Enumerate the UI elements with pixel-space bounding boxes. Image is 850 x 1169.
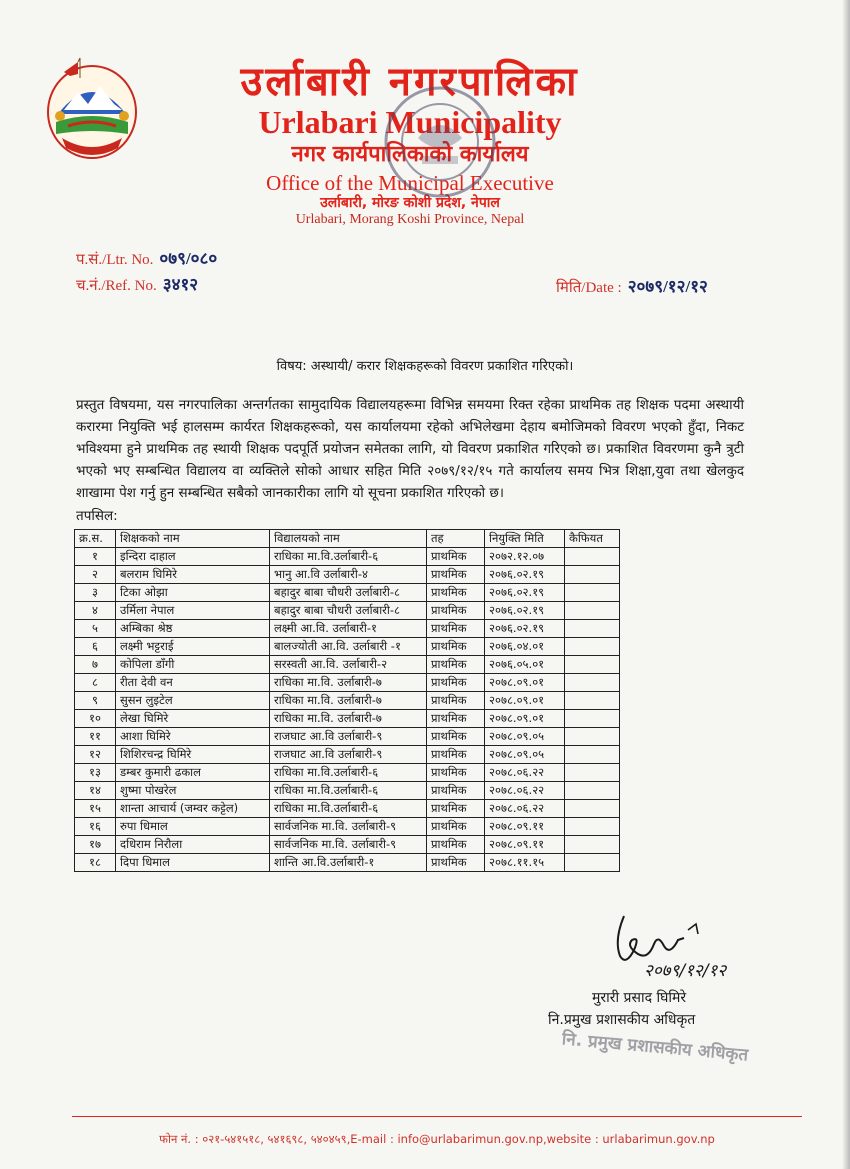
cell-serial: १४ xyxy=(75,782,116,800)
cell-level: प्राथमिक xyxy=(427,620,485,638)
table-row xyxy=(75,674,620,692)
cell-level: प्राथमिक xyxy=(427,764,485,782)
address-nepali: उर्लाबारी, मोरङ कोशी प्रदेश, नेपाल xyxy=(320,195,500,211)
cell-remarks xyxy=(565,620,620,638)
reference-number-label: च.नं./Ref. No. xyxy=(76,278,157,294)
letter-body: प्रस्तुत विषयमा, यस नगरपालिका अन्तर्गतका सामुदायिक विद्यालयहरूमा विभिन्न समयमा रिक्त रहेका प्राथमिक तह शिक्षक पदमा अस्थायी करारमा नियुक्ति भई हालसम्म कार्यरत शिक्षकहरूको, यस कार्यालयमा रहेको अभिलेखमा देहाय बमोजिमको विवरण भएको हुँदा, निकट भविश्यमा हुने प्राथमिक तह स्थायी शिक्षक पदपूर्ति प्रयोजन समेतका लागि, यो विवरण प्रकाशित गरिएको छ। प्रकाशित विवरणमा कुनै त्रुटी भएको भए सम्बन्धित विद्यालय वा व्यक्तिले सोको आधार सहित मिति २०७९/१२/१५ गते कार्यालय समय भित्र शिक्षा,युवा तथा खेलकुद शाखामा पेश गर्नु हुन सम्बन्धित सबैको जानकारीका लागि यो सूचना प्रकाशित गरिएको छ। xyxy=(76,397,744,501)
cell-remarks xyxy=(565,818,620,836)
cell-school-name: राजघाट आ.वि उर्लाबारी-९ xyxy=(270,728,427,746)
cell-school-name: राधिका मा.वि. उर्लाबारी-७ xyxy=(270,710,427,728)
cell-school-name: राधिका मा.वि. उर्लाबारी-७ xyxy=(270,674,427,692)
letter-number-value: ०७९/०८० xyxy=(159,249,218,268)
cell-remarks xyxy=(565,656,620,674)
cell-level: प्राथमिक xyxy=(427,854,485,872)
cell-level: प्राथमिक xyxy=(427,728,485,746)
cell-teacher-name: टिका ओझा xyxy=(116,584,270,602)
cell-remarks xyxy=(565,764,620,782)
table-row xyxy=(75,746,620,764)
page-edge-shadow xyxy=(842,0,850,1169)
table-row xyxy=(75,818,620,836)
cell-level: प्राथमिक xyxy=(427,584,485,602)
cell-appointment-date: २०७८.०९.११ xyxy=(485,818,565,836)
cell-serial: ५ xyxy=(75,620,116,638)
handwritten-signature xyxy=(604,910,754,988)
table-row xyxy=(75,692,620,710)
cell-appointment-date: २०७६.०२.१९ xyxy=(485,584,565,602)
cell-school-name: सरस्वती आ.वि. उर्लाबारी-२ xyxy=(270,656,427,674)
cell-school-name: राधिका मा.वि.उर्लाबारी-६ xyxy=(270,764,427,782)
cell-level: प्राथमिक xyxy=(427,638,485,656)
cell-school-name: राधिका मा.वि.उर्लाबारी-६ xyxy=(270,782,427,800)
details-label: तपसिल: xyxy=(76,508,118,524)
cell-level: प्राथमिक xyxy=(427,782,485,800)
cell-level: प्राथमिक xyxy=(427,674,485,692)
cell-appointment-date: २०७६.०२.१९ xyxy=(485,602,565,620)
cell-remarks xyxy=(565,638,620,656)
cell-appointment-date: २०७६.०२.१९ xyxy=(485,566,565,584)
cell-serial: ६ xyxy=(75,638,116,656)
municipality-title-english: Urlabari Municipality xyxy=(258,104,562,140)
office-seal-stamp-icon xyxy=(380,82,500,202)
cell-school-name: भानु आ.वि उर्लाबारी-४ xyxy=(270,566,427,584)
cell-teacher-name: उर्मिला नेपाल xyxy=(116,602,270,620)
cell-remarks xyxy=(565,728,620,746)
cell-level: प्राथमिक xyxy=(427,566,485,584)
table-row xyxy=(75,638,620,656)
cell-serial: ११ xyxy=(75,728,116,746)
municipality-title-nepali: उर्लाबारी नगरपालिका xyxy=(240,59,580,105)
col-teacher-name-header: शिक्षकको नाम xyxy=(116,530,270,548)
cell-level: प्राथमिक xyxy=(427,548,485,566)
cell-teacher-name: शान्ता आचार्य (जम्वर कट्टेल) xyxy=(116,800,270,818)
cell-school-name: राधिका मा.वि. उर्लाबारी-७ xyxy=(270,692,427,710)
cell-serial: १८ xyxy=(75,854,116,872)
cell-school-name: शान्ति आ.वि.उर्लाबारी-१ xyxy=(270,854,427,872)
teachers-table xyxy=(74,529,620,872)
designation-stamp-text: नि. प्रमुख प्रशासकीय अधिकृत xyxy=(561,1029,749,1066)
letter-subject: विषय: अस्थायी/ करार शिक्षकहरूको विवरण प्रकाशित गरिएको। xyxy=(276,359,574,374)
table-row xyxy=(75,836,620,854)
cell-appointment-date: २०७८.०६.२२ xyxy=(485,764,565,782)
cell-remarks xyxy=(565,602,620,620)
table-row xyxy=(75,620,620,638)
cell-remarks xyxy=(565,800,620,818)
letter-date xyxy=(556,274,708,297)
cell-level: प्राथमिक xyxy=(427,818,485,836)
cell-appointment-date: २०७८.०९.०५ xyxy=(485,728,565,746)
cell-remarks xyxy=(565,782,620,800)
col-school-name-header: विद्यालयको नाम xyxy=(270,530,427,548)
cell-teacher-name: आशा घिमिरे xyxy=(116,728,270,746)
table-row xyxy=(75,800,620,818)
cell-school-name: राजघाट आ.वि उर्लाबारी-९ xyxy=(270,746,427,764)
cell-remarks xyxy=(565,674,620,692)
table-row xyxy=(75,584,620,602)
nepal-emblem-icon xyxy=(44,52,140,164)
cell-level: प्राथमिक xyxy=(427,710,485,728)
footer-contact: फोन नं. : ०२१-५४१५१८, ५४१६९८, ५४०४५९,E-mail : info@urlabarimun.gov.np,website : urlabarimun.gov.np xyxy=(159,1132,715,1146)
cell-remarks xyxy=(565,692,620,710)
cell-serial: १० xyxy=(75,710,116,728)
date-value: २०७९/१२/१२ xyxy=(627,277,708,296)
footer-divider xyxy=(72,1116,802,1117)
table-row xyxy=(75,728,620,746)
cell-teacher-name: सुसन लुइटेल xyxy=(116,692,270,710)
cell-serial: १२ xyxy=(75,746,116,764)
cell-serial: ७ xyxy=(75,656,116,674)
cell-school-name: राधिका मा.वि.उर्लाबारी-६ xyxy=(270,800,427,818)
table-row xyxy=(75,710,620,728)
cell-appointment-date: २०७८.०९.११ xyxy=(485,836,565,854)
cell-serial: १७ xyxy=(75,836,116,854)
cell-remarks xyxy=(565,710,620,728)
col-appointment-date-header: नियुक्ति मिति xyxy=(485,530,565,548)
cell-teacher-name: लेखा घिमिरे xyxy=(116,710,270,728)
cell-appointment-date: २०७६.०५.०१ xyxy=(485,656,565,674)
cell-teacher-name: कोपिला डाँगी xyxy=(116,656,270,674)
cell-serial: १६ xyxy=(75,818,116,836)
cell-appointment-date: २०७८.११.१५ xyxy=(485,854,565,872)
cell-serial: ९ xyxy=(75,692,116,710)
cell-remarks xyxy=(565,854,620,872)
col-level-header: तह xyxy=(427,530,485,548)
letter-number xyxy=(76,246,217,269)
cell-teacher-name: रीता देवी वन xyxy=(116,674,270,692)
table-row xyxy=(75,566,620,584)
table-row xyxy=(75,602,620,620)
table-header-row xyxy=(75,530,620,548)
cell-school-name: बालज्योती आ.वि. उर्लाबारी -१ xyxy=(270,638,427,656)
table-row xyxy=(75,548,620,566)
cell-serial: ३ xyxy=(75,584,116,602)
cell-teacher-name: शुष्मा पोखरेल xyxy=(116,782,270,800)
office-title-english: Office of the Municipal Executive xyxy=(266,171,554,195)
cell-teacher-name: इन्दिरा दाहाल xyxy=(116,548,270,566)
table-row xyxy=(75,782,620,800)
office-title-nepali: नगर कार्यपालिकाको कार्यालय xyxy=(291,142,529,167)
cell-teacher-name: दिपा धिमाल xyxy=(116,854,270,872)
reference-number-value: ३४१२ xyxy=(162,275,199,294)
cell-level: प्राथमिक xyxy=(427,692,485,710)
address-english: Urlabari, Morang Koshi Province, Nepal xyxy=(295,212,525,227)
cell-school-name: बहादुर बाबा चौधरी उर्लाबारी-८ xyxy=(270,602,427,620)
cell-teacher-name: शिशिरचन्द्र घिमिरे xyxy=(116,746,270,764)
cell-appointment-date: २०७८.०९.०१ xyxy=(485,674,565,692)
cell-remarks xyxy=(565,836,620,854)
cell-remarks xyxy=(565,548,620,566)
cell-serial: १३ xyxy=(75,764,116,782)
cell-appointment-date: २०७६.०४.०१ xyxy=(485,638,565,656)
cell-level: प्राथमिक xyxy=(427,746,485,764)
cell-teacher-name: अम्बिका श्रेष्ठ xyxy=(116,620,270,638)
cell-appointment-date: २०७२.१२.०७ xyxy=(485,548,565,566)
signer-designation: नि.प्रमुख प्रशासकीय अधिकृत xyxy=(548,1012,696,1028)
cell-teacher-name: दधिराम निरौला xyxy=(116,836,270,854)
cell-school-name: सार्वजनिक मा.वि. उर्लाबारी-९ xyxy=(270,818,427,836)
cell-teacher-name: लक्ष्मी भट्टराई xyxy=(116,638,270,656)
col-remarks-header: कैफियत xyxy=(565,530,620,548)
cell-serial: १ xyxy=(75,548,116,566)
cell-teacher-name: बलराम घिमिरे xyxy=(116,566,270,584)
cell-level: प्राथमिक xyxy=(427,836,485,854)
reference-number xyxy=(76,272,198,295)
table-row xyxy=(75,656,620,674)
table-row xyxy=(75,854,620,872)
cell-serial: २ xyxy=(75,566,116,584)
cell-serial: १५ xyxy=(75,800,116,818)
cell-serial: ४ xyxy=(75,602,116,620)
cell-level: प्राथमिक xyxy=(427,656,485,674)
cell-appointment-date: २०७६.०२.१९ xyxy=(485,620,565,638)
date-label: मिति/Date : xyxy=(556,280,622,296)
teachers-table-body xyxy=(75,548,620,872)
cell-school-name: लक्ष्मी आ.वि. उर्लाबारी-१ xyxy=(270,620,427,638)
cell-level: प्राथमिक xyxy=(427,800,485,818)
cell-school-name: राधिका मा.वि.उर्लाबारी-६ xyxy=(270,548,427,566)
cell-remarks xyxy=(565,746,620,764)
cell-remarks xyxy=(565,566,620,584)
cell-teacher-name: डम्बर कुमारी ढकाल xyxy=(116,764,270,782)
letter-number-label: प.सं./Ltr. No. xyxy=(76,252,154,268)
cell-school-name: सार्वजनिक मा.वि. उर्लाबारी-९ xyxy=(270,836,427,854)
cell-serial: ८ xyxy=(75,674,116,692)
signature-date: २०७९/१२/१२ xyxy=(644,961,727,981)
cell-level: प्राथमिक xyxy=(427,602,485,620)
cell-remarks xyxy=(565,584,620,602)
col-serial-header: क्र.स. xyxy=(75,530,116,548)
cell-appointment-date: २०७८.०९.०१ xyxy=(485,692,565,710)
cell-appointment-date: २०७८.०९.०१ xyxy=(485,710,565,728)
signer-name: मुरारी प्रसाद घिमिरे xyxy=(592,990,687,1006)
table-row xyxy=(75,764,620,782)
cell-teacher-name: रुपा धिमाल xyxy=(116,818,270,836)
cell-appointment-date: २०७८.०६.२२ xyxy=(485,782,565,800)
cell-appointment-date: २०७८.०६.२२ xyxy=(485,800,565,818)
cell-school-name: बहादुर बाबा चौधरी उर्लाबारी-८ xyxy=(270,584,427,602)
cell-appointment-date: २०७८.०९.०५ xyxy=(485,746,565,764)
